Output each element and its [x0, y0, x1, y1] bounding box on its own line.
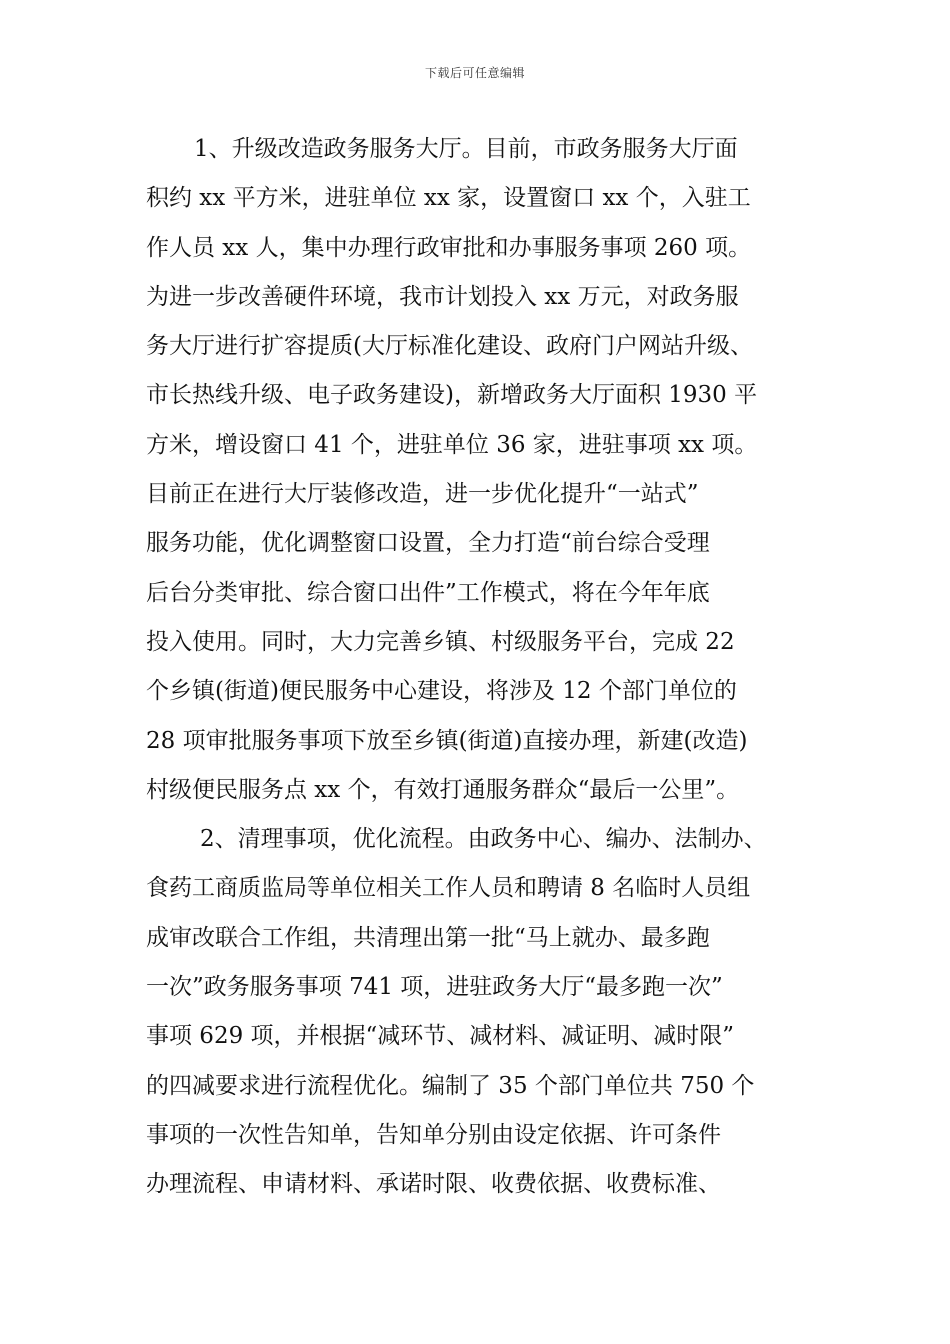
page-header: 下载后可任意编辑 — [424, 66, 525, 80]
text-line: 办理流程、申请材料、承诺时限、收费依据、收费标准、 — [146, 1171, 721, 1198]
text-line: 一次”政务服务事项 741 项，进驻政务大厅“最多跑一次” — [146, 974, 723, 1001]
text-line: 28 项审批服务事项下放至乡镇(街道)直接办理，新建(改造) — [146, 727, 748, 754]
text-line: 个乡镇(街道)便民服务中心建设，将涉及 12 个部门单位的 — [146, 678, 737, 705]
text-line: 作人员 xx 人，集中办理行政审批和办事服务事项 260 项。 — [146, 234, 752, 261]
text-line: 事项的一次性告知单，告知单分别由设定依据、许可条件 — [146, 1121, 721, 1148]
text-line: 后台分类审批、综合窗口出件”工作模式，将在今年年底 — [146, 579, 710, 606]
text-line: 成审改联合工作组，共清理出第一批“马上就办、最多跑 — [146, 924, 710, 951]
paragraph-1 — [146, 125, 836, 815]
text-line: 方米，增设窗口 41 个，进驻单位 36 家，进驻事项 xx 项。 — [146, 431, 758, 458]
text-line: 事项 629 项，并根据“减环节、减材料、减证明、减时限” — [146, 1023, 735, 1050]
text-line: 1、升级改造政务服务大厅。目前，市政务服务大厅面 — [194, 136, 738, 162]
text-line: 为进一步改善硬件环境，我市计划投入 xx 万元，对政务服 — [146, 283, 739, 310]
text-line: 务大厅进行扩容提质(大厅标准化建设、政府门户网站升级、 — [146, 333, 753, 360]
text-line: 的四减要求进行流程优化。编制了 35 个部门单位共 750 个 — [146, 1072, 755, 1099]
text-line: 投入使用。同时，大力完善乡镇、村级服务平台，完成 22 — [146, 628, 735, 655]
text-line: 2、清理事项，优化流程。由政务中心、编办、法制办、 — [200, 826, 767, 853]
paragraph-2 — [146, 815, 836, 1209]
text-line: 市长热线升级、电子政务建设)，新增政务大厅面积 1930 平 — [146, 382, 758, 409]
text-line: 食药工商质监局等单位相关工作人员和聘请 8 名临时人员组 — [146, 875, 751, 902]
document-body — [146, 125, 836, 1210]
text-line: 积约 xx 平方米，进驻单位 xx 家，设置窗口 xx 个，入驻工 — [146, 185, 751, 212]
text-line: 村级便民服务点 xx 个，有效打通服务群众“最后一公里”。 — [146, 776, 740, 803]
text-line: 目前正在进行大厅装修改造，进一步优化提升“一站式” — [146, 481, 699, 508]
text-line: 服务功能，优化调整窗口设置，全力打造“前台综合受理 — [146, 530, 710, 557]
